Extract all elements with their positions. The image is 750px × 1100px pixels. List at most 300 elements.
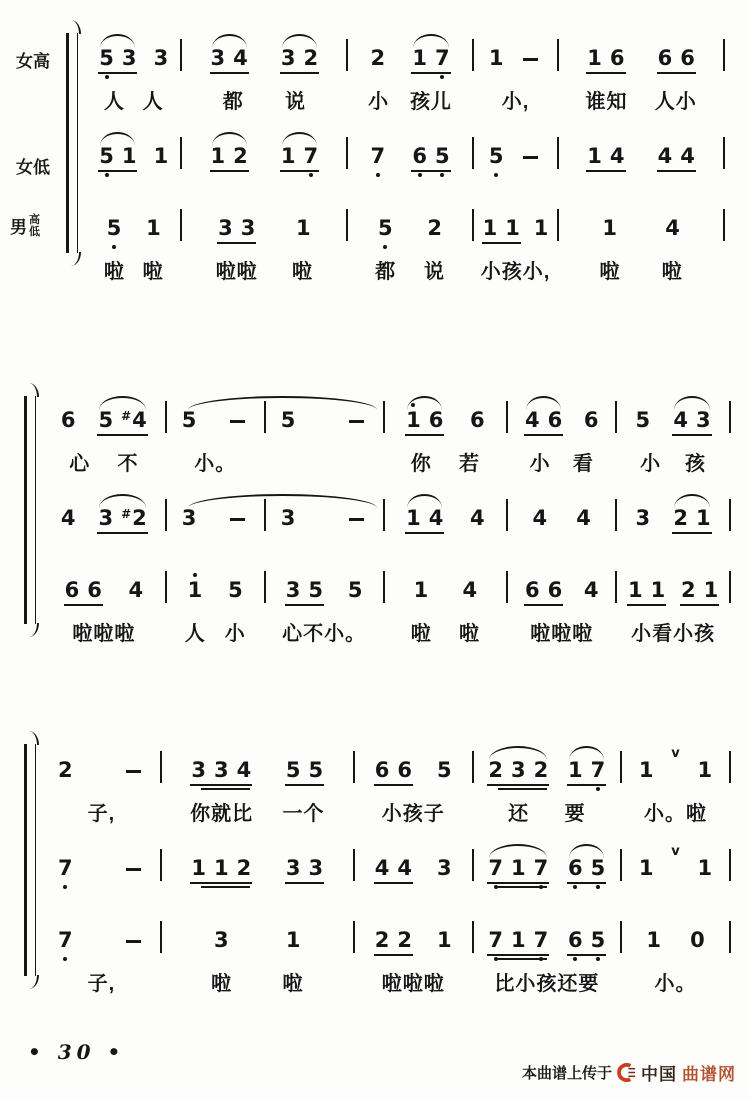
note [61,409,76,432]
underline [487,784,549,786]
underline [374,954,413,956]
measure [473,254,558,284]
underline [567,954,606,956]
note-group [635,746,658,792]
voice-label-male-stack [29,214,40,238]
lyric-syllable: 啦啦 [215,260,258,283]
note-group [624,566,669,612]
note-digit: 5 [590,856,606,880]
note-digit: 5 [308,578,323,602]
sharp-accidental: # [121,507,132,521]
octave-dot-below [494,173,498,177]
note [548,579,563,602]
note [511,929,526,952]
measure [347,200,473,250]
underline [586,72,625,74]
measure [42,446,166,476]
note-digit: 1 [285,928,301,952]
measure [265,616,384,646]
note-group [669,494,714,540]
lyric-syllable: 一个 [282,802,325,825]
note-digit: 4 [532,506,548,530]
note-digit: 6 [583,408,599,432]
lyric-syllable: 心不小。 [282,622,367,645]
note-digit: 7 [58,856,73,880]
underline [64,604,103,606]
measure [42,490,166,540]
note-digit: 3 [280,506,296,530]
note [233,145,248,168]
lyric-syllable: 要 [564,802,586,825]
note-digit: 6 [547,578,563,602]
underline [672,532,711,534]
note-group [184,566,207,612]
lyric-syllable: 啦 [459,622,481,645]
note [218,217,233,240]
dash-note [349,420,364,423]
underline-second [201,886,250,888]
note-group [282,746,327,792]
note-digit: 5 [106,216,122,240]
note-digit: 6 [428,408,444,432]
octave-dot-below [309,173,313,177]
note [122,47,137,70]
underline [280,170,319,172]
lyrics-row [42,616,730,646]
measure [354,742,473,792]
measure [42,796,161,826]
underline [487,954,549,956]
note [191,759,206,782]
dash-note [523,58,538,61]
note [146,217,161,240]
note-digit: 1 [505,216,520,240]
voice-label-soprano: 女高 [16,52,50,71]
note-group [686,916,709,962]
note-digit: 5 [285,758,301,782]
note [534,217,549,240]
note-group [484,746,552,792]
measure [181,200,347,250]
measure [558,128,724,178]
lyrics-row [42,446,730,476]
note-group [458,566,481,612]
note-group [408,34,453,80]
measure [42,840,161,890]
measure [473,966,621,996]
note-group [265,494,384,540]
note-group [224,566,247,612]
note-digit: 5 [434,144,450,168]
note-digit: 5 [437,758,452,782]
note-digit: 5 [308,758,324,782]
lyric-syllable: 小孩子 [381,802,445,825]
note [591,857,606,880]
measure [473,200,558,250]
note [437,759,452,782]
measure [354,912,473,962]
note-group [408,132,453,178]
note [375,929,390,952]
note-digit: 5 [99,144,114,168]
note-digit: 3 [285,578,301,602]
note [635,409,650,432]
note-digit: 3 [285,856,301,880]
note-digit: 7 [488,856,504,880]
note-digit: 4 [462,578,478,602]
note-digit: 4 [428,506,444,530]
measure [181,254,347,284]
note-group [433,746,456,792]
measure [616,446,730,476]
lyric-syllable: 比小孩还要 [494,972,600,995]
note [412,145,427,168]
note [304,47,319,70]
note-digit: 1 [210,144,226,168]
underline [405,532,444,534]
underline [97,532,147,534]
underline-second [201,788,250,790]
underline [98,170,137,172]
note-group [166,494,265,540]
lyric-syllable: 看 [572,452,594,475]
note-group [94,494,150,540]
note [308,579,323,602]
note [602,217,617,240]
lyric-syllable: 小 [368,90,390,113]
underline-second [498,886,547,888]
note-digit: 6 [397,758,413,782]
measure [161,742,354,792]
note-group [669,396,714,442]
note [525,409,540,432]
underline [405,434,444,436]
lyric-syllable: 小看小孩 [631,622,716,645]
note-digit: 2 [132,506,147,530]
measure [166,562,265,612]
note-group [142,204,165,250]
note-group [277,34,322,80]
note [237,759,252,782]
note-digit: 2 [533,758,549,782]
note [427,217,442,240]
note-digit: 4 [673,408,689,432]
note-group [473,34,558,80]
note-group [277,132,322,178]
note [414,579,429,602]
note-group [661,204,684,250]
note-digit: 2 [370,46,386,70]
octave-dot-below [383,245,387,249]
note [690,929,705,952]
octave-dot-below [376,173,380,177]
measure [42,912,161,962]
lyric-syllable: 小孩小, [480,260,551,283]
note [214,857,229,880]
note-digit: 4 [609,144,625,168]
underline [210,170,249,172]
measure [181,30,347,80]
measure [354,796,473,826]
note [525,579,540,602]
note [99,145,114,168]
measure [384,616,508,646]
lyric-syllable: 小。 [654,972,697,995]
underline [680,604,719,606]
upload-credit-text: 本曲谱上传于 [521,1065,612,1082]
dash-note [230,518,245,521]
notes-row-soprano [42,392,730,442]
note-digit: 6 [64,578,80,602]
dash-note [349,518,364,521]
note-digit: 7 [533,856,549,880]
measure [621,966,730,996]
note [286,759,301,782]
note [281,47,296,70]
note [568,857,583,880]
note-digit: 3 [635,506,651,530]
measure [507,392,616,442]
note [58,759,73,782]
lyric-syllable: 孩 [685,452,707,475]
underline [482,242,521,244]
dash-note [126,770,141,773]
note-group [423,204,446,250]
note-digit: 1 [295,216,311,240]
note [534,857,549,880]
note-digit: 2 [303,46,319,70]
note-digit: 4 [657,144,673,168]
note [532,507,547,530]
measure [42,562,166,612]
measure [265,562,384,612]
lyric-syllable: 小。啦 [644,802,708,825]
lyric-syllable: 孩儿 [409,90,452,113]
note-group [654,132,699,178]
note [58,929,73,952]
measure [621,840,730,890]
note-group [150,34,173,80]
system-bracket-1 [66,33,78,253]
note [211,47,226,70]
underline [190,882,252,884]
note-group [42,916,161,962]
lyric-syllable: 小 [640,452,662,475]
note-digit: 3 [121,46,137,70]
note-group [583,132,628,178]
note-group [265,396,384,442]
score-system-2 [42,392,730,646]
note-digit: 7 [488,928,504,952]
note-digit: 5 [488,144,504,168]
note-digit: 1 [406,408,421,432]
note [397,759,412,782]
note-group [479,204,524,250]
note-digit: 5 [98,408,114,432]
octave-dot-below [112,245,116,249]
note [233,47,248,70]
measure [384,446,508,476]
note [651,579,666,602]
octave-dot-below [573,885,577,889]
note-group [521,566,566,612]
measure [161,912,354,962]
octave-dot-below [63,885,67,889]
note [188,579,203,602]
breath-mark: v [671,746,680,761]
lyric-syllable: 小。 [194,452,237,475]
note-digit: 6 [547,408,563,432]
measure [507,446,616,476]
measure [86,200,181,250]
voice-label-male [10,213,40,238]
lyric-syllable: 啦啦啦 [530,622,594,645]
note [511,857,526,880]
measure [473,84,558,114]
note-digit: 1 [568,758,583,782]
measure [354,840,473,890]
note-digit: 4 [576,506,591,530]
note [698,857,713,880]
note-digit: 1 [488,46,504,70]
measure [166,490,265,540]
note [58,857,73,880]
note-group [677,566,722,612]
note [154,47,169,70]
note [534,929,549,952]
note-digit: 7 [533,928,549,952]
lyric-syllable: 说 [284,90,306,113]
note-digit: 1 [146,216,161,240]
note-group [366,34,389,80]
note [286,579,301,602]
lyric-syllable: 谁知 [585,90,628,113]
underline [487,882,549,884]
measure [166,392,265,442]
lyric-syllable: 啦 [103,260,125,283]
lyric-syllable: 小 [224,622,246,645]
note-digit: 7 [370,144,386,168]
note-group [635,844,658,890]
measure [616,392,730,442]
system-bracket-2 [24,396,36,624]
note-group [583,34,628,80]
note-group [103,204,126,250]
note-digit: 5 [635,408,651,432]
note-digit: 6 [60,408,76,432]
measure [621,796,730,826]
underline [374,784,413,786]
underline [280,72,319,74]
note [286,929,301,952]
notes-row-male [42,562,730,612]
lyric-syllable: 啦啦啦 [72,622,136,645]
note [429,409,444,432]
measure [42,392,166,442]
note [304,145,319,168]
note [296,217,311,240]
note [429,507,444,530]
underline [285,784,324,786]
note-group [371,844,416,890]
site-name-dark: 中国 [641,1065,677,1084]
voice-label-male-low: 低 [29,225,40,238]
note-digit: 4 [236,758,252,782]
note-digit: 1 [697,856,713,880]
note-group [631,494,654,540]
note-group [282,844,327,890]
note-digit: 3 [696,408,711,432]
note [435,47,450,70]
note-digit: 7 [434,46,450,70]
note [639,759,654,782]
note [489,145,504,168]
note [211,145,226,168]
note [584,409,599,432]
note-digit: 4 [397,856,413,880]
note-digit: 7 [58,928,73,952]
lyric-syllable: 都 [375,260,397,283]
note-digit: 3 [437,856,452,880]
note-digit: 1 [191,856,207,880]
note-digit: 4 [128,578,144,602]
note-group [57,396,80,442]
underline [411,170,450,172]
note-group [282,916,305,962]
measure [265,490,384,540]
note-group [433,844,456,890]
note-digit: 5 [280,408,296,432]
note [470,507,485,530]
note-digit: 1 [703,578,719,602]
note-digit: 4 [470,506,485,530]
note-digit: 1 [697,758,713,782]
note [370,47,385,70]
lyric-syllable: 啦 [282,972,304,995]
note-digit: 2 [488,758,504,782]
dash-note [523,156,538,159]
note [182,507,197,530]
note-digit: 7 [590,758,606,782]
note [98,409,113,432]
octave-dot-below [440,75,444,79]
measure [347,30,473,80]
note [412,47,427,70]
note-group [42,844,161,890]
note [191,857,206,880]
measure [473,796,621,826]
notes-row-alto [86,128,724,178]
note-digit: 3 [308,856,324,880]
note-digit: 6 [374,758,390,782]
note-digit: 1 [511,928,526,952]
note-digit: 4 [665,216,680,240]
note-group [402,396,447,442]
note-digit: 1 [587,144,602,168]
note-group [282,566,327,612]
lyric-syllable: 小 [529,452,551,475]
note [483,217,498,240]
system-bracket-3 [24,744,36,976]
note-group [344,566,367,612]
underline [285,882,324,884]
note [488,857,503,880]
note [121,507,147,530]
dash-note [230,420,245,423]
note-digit: 1 [533,216,549,240]
note-group [564,844,609,890]
notes-row-soprano [42,742,730,792]
